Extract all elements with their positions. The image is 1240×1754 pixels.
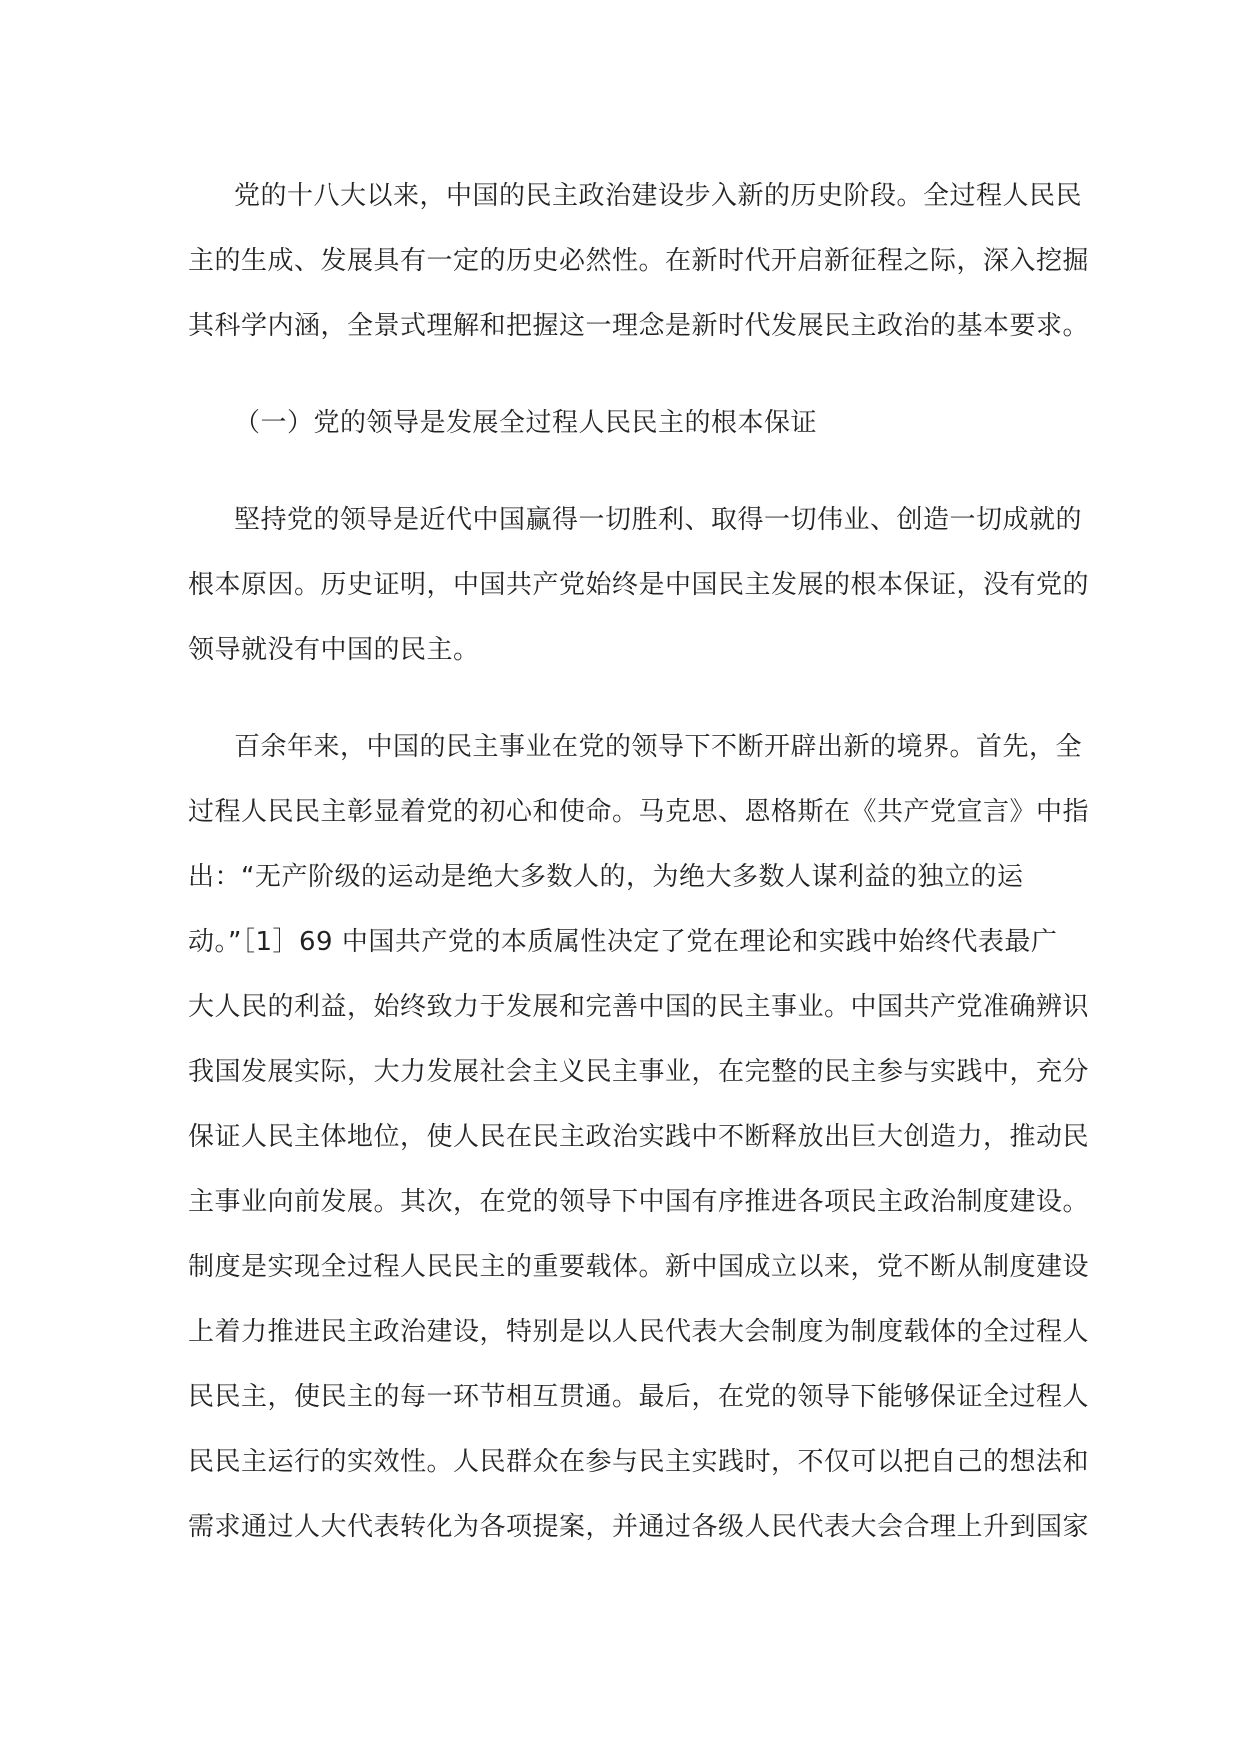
paragraph-line: 党的十八大以来，中国的民主政治建设步入新的历史阶段。全过程人民民 xyxy=(234,181,1083,211)
paragraph-line: 出：“无产阶级的运动是绝大多数人的，为绝大多数人谋利益的独立的运 xyxy=(188,862,1024,892)
paragraph-line: 其科学内涵，全景式理解和把握这一理念是新时代发展民主政治的基本要求。 xyxy=(188,311,1090,341)
paragraph-line: 需求通过人大代表转化为各项提案，并通过各级人民代表大会合理上升到国家 xyxy=(188,1512,1090,1542)
paragraph-line: 过程人民民主彰显着党的初心和使命。马克思、恩格斯在《共产党宣言》中指 xyxy=(188,797,1090,827)
paragraph-line: 民民主运行的实效性。人民群众在参与民主实践时，不仅可以把自己的想法和 xyxy=(188,1447,1090,1477)
paragraph-line: 保证人民主体地位，使人民在民主政治实践中不断释放出巨大创造力，推动民 xyxy=(188,1122,1090,1152)
paragraph-line: 我国发展实际，大力发展社会主义民主事业，在完整的民主参与实践中，充分 xyxy=(188,1057,1090,1087)
paragraph-line: 上着力推进民主政治建设，特别是以人民代表大会制度为制度载体的全过程人 xyxy=(188,1317,1090,1347)
paragraph-line: 根本原因。历史证明，中国共产党始终是中国民主发展的根本保证，没有党的 xyxy=(188,570,1090,600)
document-body xyxy=(188,176,1090,1572)
paragraph-line: 主事业向前发展。其次，在党的领导下中国有序推进各项民主政治制度建设。 xyxy=(188,1187,1090,1217)
paragraph-line: 民民主，使民主的每一环节相互贯通。最后，在党的领导下能够保证全过程人 xyxy=(188,1382,1090,1412)
paragraph-line: 主的生成、发展具有一定的历史必然性。在新时代开启新征程之际，深入挖掘 xyxy=(188,246,1090,276)
section-heading xyxy=(188,403,1046,468)
democracy-history-paragraph xyxy=(188,727,1090,1572)
paragraph-line: 堅持党的领导是近代中国赢得一切胜利、取得一切伟业、创造一切成就的 xyxy=(234,505,1083,535)
party-leadership-paragraph xyxy=(188,500,1090,695)
paragraph-line: 领导就没有中国的民主。 xyxy=(188,635,480,665)
paragraph-line: 百余年来，中国的民主事业在党的领导下不断开辟出新的境界。首先，全 xyxy=(234,732,1083,762)
paragraph-line: 动。”［1］69 中国共产党的本质属性决定了党在理论和实践中始终代表最广 xyxy=(188,927,1058,957)
intro-paragraph xyxy=(188,176,1090,371)
paragraph-line: 制度是实现全过程人民民主的重要载体。新中国成立以来，党不断从制度建设 xyxy=(188,1252,1090,1282)
paragraph-line: 大人民的利益，始终致力于发展和完善中国的民主事业。中国共产党准确辨识 xyxy=(188,992,1090,1022)
heading-line: （一）党的领导是发展全过程人民民主的根本保证 xyxy=(234,408,818,438)
